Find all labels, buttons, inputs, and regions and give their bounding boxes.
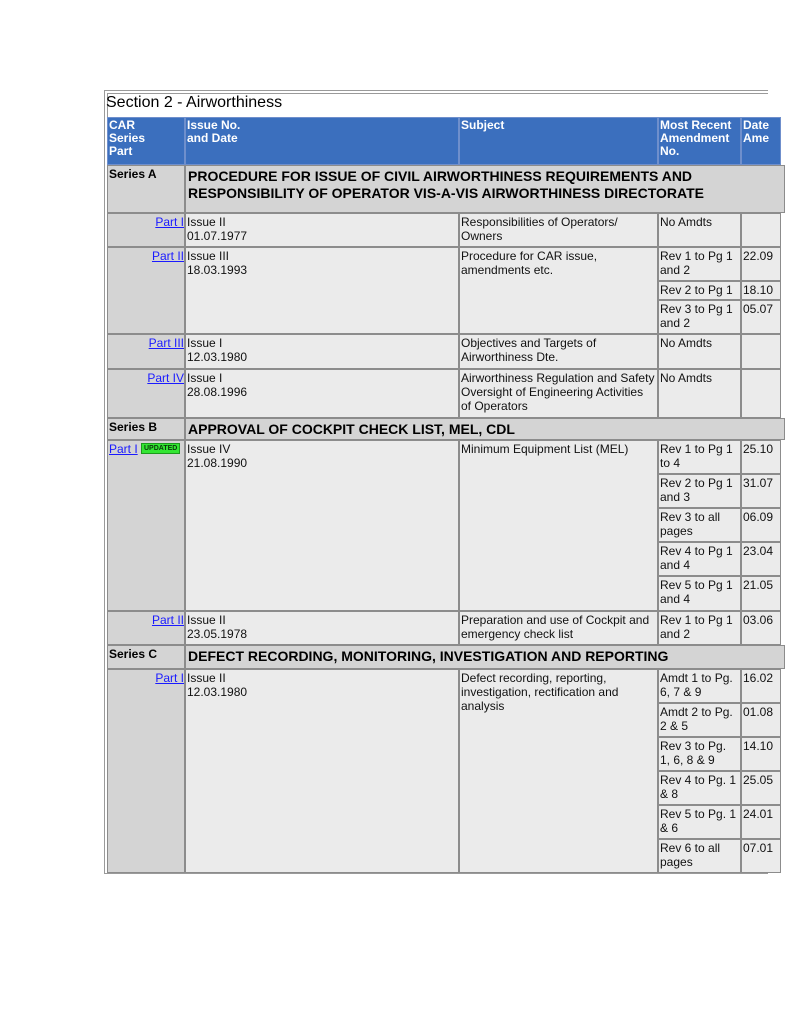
amendment-date: 25.10 bbox=[741, 440, 781, 474]
series-b-label-text: Series B bbox=[109, 420, 158, 434]
amendment-row: Rev 6 to all pages bbox=[658, 839, 741, 873]
amendment-date: 03.06 bbox=[741, 611, 781, 645]
series-a-part1-issue-cell bbox=[185, 213, 459, 247]
series-a-part2-subject: Procedure for CAR issue, amendments etc. bbox=[459, 247, 658, 334]
issue-no: Issue I bbox=[187, 336, 223, 350]
amendment-row: Rev 1 to Pg 1 and 2 bbox=[658, 247, 741, 281]
issue-no: Issue III bbox=[187, 249, 230, 263]
header-date-amendment: Date Ame bbox=[741, 117, 781, 165]
amendment-date: 23.04 bbox=[741, 542, 781, 576]
issue-no: Issue IV bbox=[187, 442, 231, 456]
amendment-row: Amdt 2 to Pg. 2 & 5 bbox=[658, 703, 741, 737]
series-a-part4-cell bbox=[107, 369, 185, 418]
series-b-part2-subject: Preparation and use of Cockpit and emergency check list bbox=[459, 611, 658, 645]
amendment-row: Rev 5 to Pg. 1 & 6 bbox=[658, 805, 741, 839]
series-a-part1-subject: Responsibilities of Operators/ Owners bbox=[459, 213, 658, 247]
amendment-row: Rev 2 to Pg 1 bbox=[658, 281, 741, 300]
amendment-date: 16.02 bbox=[741, 669, 781, 703]
series-a-part2-cell bbox=[107, 247, 185, 334]
header-most-recent-amendment: Most Recent Amendment No. bbox=[658, 117, 741, 165]
series-c-part1-issue-cell bbox=[185, 669, 459, 873]
header-car-series-part: CAR Series Part bbox=[107, 117, 185, 165]
issue-no: Issue II bbox=[187, 613, 226, 627]
series-a-part3-link[interactable]: Part III bbox=[148, 336, 184, 350]
section-title: Section 2 - Airworthiness bbox=[106, 94, 283, 111]
amendment-date: 21.05 bbox=[741, 576, 781, 611]
amendment-row: Rev 1 to Pg 1 to 4 bbox=[658, 440, 741, 474]
amendment-date: 18.10 bbox=[741, 281, 781, 300]
series-a-part4-amdt: No Amdts bbox=[658, 369, 741, 418]
amendment-date: 14.10 bbox=[741, 737, 781, 771]
amendment-row: Rev 2 to Pg 1 and 3 bbox=[658, 474, 741, 508]
amendment-date: 22.09 bbox=[741, 247, 781, 281]
series-a-label bbox=[107, 165, 185, 213]
series-b-part1-cell bbox=[107, 440, 185, 611]
series-c-part1-cell bbox=[107, 669, 185, 873]
series-a-part2-issue-cell bbox=[185, 247, 459, 334]
amendment-row: Rev 4 to Pg. 1 & 8 bbox=[658, 771, 741, 805]
header-subject: Subject bbox=[459, 117, 658, 165]
series-b-part2-issue-cell bbox=[185, 611, 459, 645]
issue-date: 12.03.1980 bbox=[187, 350, 248, 364]
issue-date: 01.07.1977 bbox=[187, 229, 248, 243]
header-issue-no-date: Issue No. and Date bbox=[185, 117, 459, 165]
issue-date: 12.03.1980 bbox=[187, 685, 248, 699]
series-b-part2-link[interactable]: Part II bbox=[151, 613, 184, 627]
series-c-part1-link[interactable]: Part I bbox=[155, 671, 184, 685]
series-a-part1-amdt: No Amdts bbox=[658, 213, 741, 247]
amendment-row: Rev 4 to Pg 1 and 4 bbox=[658, 542, 741, 576]
series-a-heading: PROCEDURE FOR ISSUE OF CIVIL AIRWORTHINESS REQUIREMENTS AND RESPONSIBILITY OF OPERATOR VIS-A-VIS AIRWORTHINESS DIRECTORATE bbox=[185, 165, 785, 213]
series-a-part4-issue-cell bbox=[185, 369, 459, 418]
amendment-date: 24.01 bbox=[741, 805, 781, 839]
series-b-part1-issue-cell bbox=[185, 440, 459, 611]
series-a-label-text: Series A bbox=[109, 167, 157, 181]
amendment-date: 25.05 bbox=[741, 771, 781, 805]
series-a-part4-amdt-date bbox=[741, 369, 781, 418]
series-a-part4-link[interactable]: Part IV bbox=[147, 371, 184, 385]
series-a-part1-cell bbox=[107, 213, 185, 247]
series-b-part1-subject: Minimum Equipment List (MEL) bbox=[459, 440, 658, 611]
series-b-label bbox=[107, 418, 185, 440]
series-a-part4-subject: Airworthiness Regulation and Safety Oversight of Engineering Activities of Operators bbox=[459, 369, 658, 418]
series-c-heading: DEFECT RECORDING, MONITORING, INVESTIGATION AND REPORTING bbox=[185, 645, 785, 669]
issue-no: Issue II bbox=[187, 671, 226, 685]
issue-date: 18.03.1993 bbox=[187, 263, 248, 277]
issue-date: 28.08.1996 bbox=[187, 385, 248, 399]
series-a-part1-link[interactable]: Part I bbox=[155, 215, 184, 229]
amendment-row: Rev 3 to Pg 1 and 2 bbox=[658, 300, 741, 334]
series-c-label bbox=[107, 645, 185, 669]
updated-badge: UPDATED bbox=[141, 443, 180, 454]
issue-date: 23.05.1978 bbox=[187, 627, 248, 641]
amendment-row: Rev 1 to Pg 1 and 2 bbox=[658, 611, 741, 645]
series-a-part1-amdt-date bbox=[741, 213, 781, 247]
series-b-heading: APPROVAL OF COCKPIT CHECK LIST, MEL, CDL bbox=[185, 418, 785, 440]
series-c-label-text: Series C bbox=[109, 647, 158, 661]
series-a-part3-amdt-date bbox=[741, 334, 781, 369]
series-a-part3-amdt: No Amdts bbox=[658, 334, 741, 369]
series-b-part2-cell bbox=[107, 611, 185, 645]
series-b-part1-link[interactable]: Part I bbox=[109, 442, 138, 456]
series-a-part3-subject: Objectives and Targets of Airworthiness Dte. bbox=[459, 334, 658, 369]
series-a-part2-link[interactable]: Part II bbox=[151, 249, 184, 263]
amendment-date: 31.07 bbox=[741, 474, 781, 508]
amendment-row: Rev 3 to Pg. 1, 6, 8 & 9 bbox=[658, 737, 741, 771]
series-a-part3-issue-cell bbox=[185, 334, 459, 369]
amendment-date: 05.07 bbox=[741, 300, 781, 334]
amendment-row: Amdt 1 to Pg. 6, 7 & 9 bbox=[658, 669, 741, 703]
issue-date: 21.08.1990 bbox=[187, 456, 248, 470]
amendment-row: Rev 5 to Pg 1 and 4 bbox=[658, 576, 741, 611]
issue-no: Issue I bbox=[187, 371, 223, 385]
amendment-date: 07.01 bbox=[741, 839, 781, 873]
amendment-date: 06.09 bbox=[741, 508, 781, 542]
amendment-date: 01.08 bbox=[741, 703, 781, 737]
series-c-part1-subject: Defect recording, reporting, investigation, rectification and analysis bbox=[459, 669, 658, 873]
amendment-row: Rev 3 to all pages bbox=[658, 508, 741, 542]
issue-no: Issue II bbox=[187, 215, 226, 229]
series-a-part3-cell bbox=[107, 334, 185, 369]
